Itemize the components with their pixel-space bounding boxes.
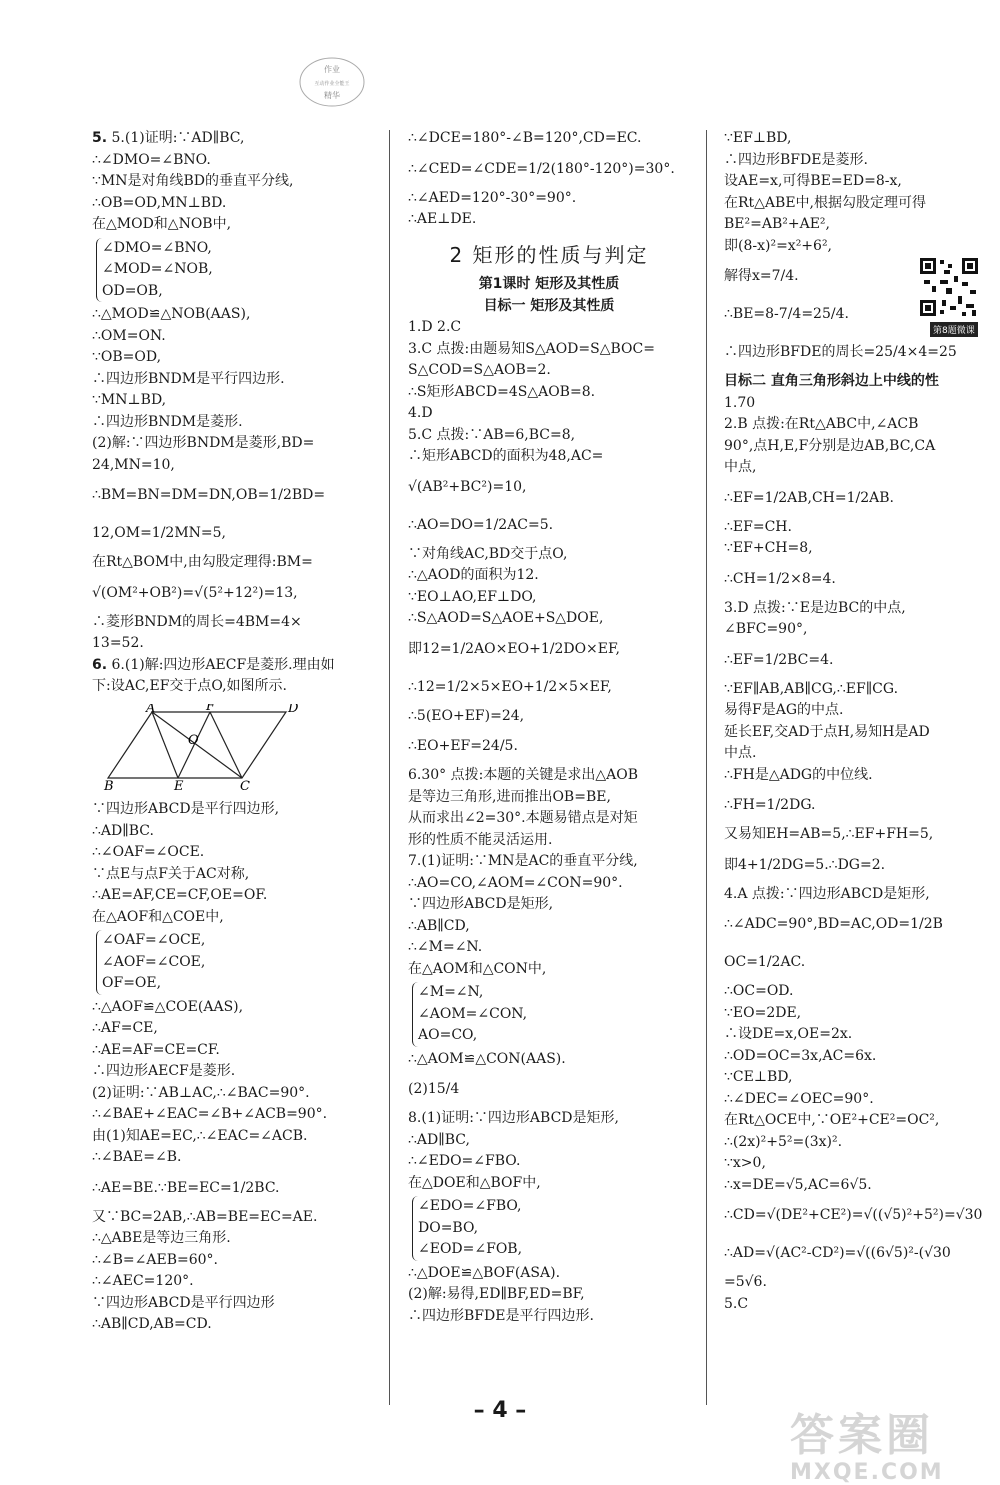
text-line: 6. 6.(1)解:四边形AECF是菱形.理由如: [92, 656, 335, 673]
text-line: ∴∠CED=∠CDE=1/2(180°-120°)=30°.: [408, 160, 675, 177]
column-divider-left: [389, 130, 390, 1405]
text-line: ∴OD=OC=3x,AC=6x.: [724, 1047, 877, 1064]
text-line: (2)15/4: [408, 1081, 460, 1097]
text-line: ∵OB=OD,: [92, 349, 162, 365]
answer-column-1: [92, 128, 377, 1336]
text-line: ∵EO⊥AO,EF⊥DO,: [408, 588, 537, 605]
text-line: ∴四边形AECF是菱形.: [92, 1063, 236, 1079]
text-line: ∴x=DE=√5,AC=6√5.: [724, 1176, 872, 1193]
text-line: ∴BE=8-7/4=25/4.: [724, 306, 849, 322]
text-line: ∴5(EO+EF)=24,: [408, 707, 525, 724]
text-line: √(AB²+BC²)=10,: [408, 478, 527, 495]
text-line: ∴四边形BFDE是平行四边形.: [408, 1307, 594, 1324]
text-line: ∴AO=CO,∠AOM=∠CON=90°.: [408, 874, 623, 891]
text-line: ∴12=1/2×5×EO+1/2×5×EF,: [408, 678, 612, 695]
text-line: 12,OM=1/2MN=5,: [92, 525, 227, 541]
text-line: 在△DOE和△BOF中,: [408, 1174, 541, 1191]
text-line: ∠EDO=∠FBO,: [418, 1198, 522, 1214]
text-line: ∴△ABE是等边三角形.: [92, 1230, 231, 1246]
text-line: ∴AF=CE,: [92, 1020, 158, 1036]
text-line: 5. 5.(1)证明:∵AD∥BC,: [92, 130, 245, 146]
column-divider-right: [706, 130, 707, 1405]
label-B: B: [104, 778, 114, 790]
text-line: 即(8-x)²=x²+6²,: [724, 237, 833, 254]
text-line: ∵对角线AC,BD交于点O,: [408, 545, 568, 562]
text-line: ∴△AOM≌△CON(AAS).: [408, 1050, 566, 1067]
text-line: ∵EO=2DE,: [724, 1004, 802, 1021]
target-heading: 目标二 直角三角形斜边上中线的性: [724, 373, 939, 389]
text-line: ∴AD=√(AC²-CD²)=√((6√5)²-(√30: [724, 1245, 951, 1261]
text-line: ∵点E与点F关于AC对称,: [92, 865, 250, 882]
text-line: 1.D 2.C: [408, 319, 462, 335]
text-line: ∴BM=BN=DM=DN,OB=1/2BD=: [92, 487, 326, 503]
text-line: ∴四边形BNDM是平行四边形.: [92, 370, 285, 387]
text-line: ∵EF∥AB,AB∥CG,∴EF∥CG.: [724, 680, 899, 697]
text-line: ∴△AOD的面积为12.: [408, 567, 539, 583]
text-line: ∴AE=BE.∵BE=EC=1/2BC.: [92, 1179, 280, 1196]
text-line: ∴AB∥CD,: [408, 917, 470, 934]
text-line: S△COD=S△AOB=2.: [408, 362, 551, 378]
label-A: A: [146, 703, 156, 716]
text-line: 易得F是AG的中点.: [724, 702, 844, 718]
text-line: 在△AOF和△COE中,: [92, 908, 224, 925]
text-line: ∴∠OAF=∠OCE.: [92, 844, 205, 860]
stamp-seal: [296, 52, 368, 116]
text-line: ∴∠DMO=∠BNO.: [92, 151, 211, 168]
text-line: ∴∠M=∠N.: [408, 939, 483, 955]
label-F: F: [206, 703, 216, 714]
qr-caption: 第8题微课: [930, 322, 978, 337]
text-line: 在Rt△OCE中,∵OE²+CE²=OC²,: [724, 1112, 940, 1128]
text-line: 形的性质不能灵活运用.: [408, 831, 553, 848]
stamp-line-3: 精华: [324, 91, 340, 100]
text-line: AO=CO,: [418, 1027, 478, 1043]
text-line: ∵MN是对角线BD的垂直平分线,: [92, 173, 294, 189]
text-line: ∴AE⊥DE.: [408, 211, 477, 227]
target-heading: 目标一 矩形及其性质: [483, 297, 615, 314]
answer-column-2: [408, 128, 690, 1327]
text-line: ∠BFC=90°,: [724, 621, 808, 637]
section-title: 2 矩形的性质与判定: [449, 242, 649, 267]
text-line: OD=OB,: [102, 282, 163, 299]
text-line: ∴EF=1/2BC=4.: [724, 651, 834, 668]
stamp-line-1: 作业: [324, 65, 340, 74]
text-line: ∴CD=√(DE²+CE²)=√((√5)²+5²)=√30: [724, 1207, 983, 1223]
text-line: ∴四边形BNDM是菱形.: [92, 413, 243, 430]
text-line: ∴EF=CH.: [724, 518, 792, 535]
text-line: 又易知EH=AB=5,∴EF+FH=5,: [724, 826, 934, 842]
brace-group: [96, 930, 377, 995]
text-line: ∴∠AEC=120°.: [92, 1273, 194, 1289]
watermark-url: MXQE.COM: [790, 1460, 944, 1485]
text-line: ∵EF+CH=8,: [724, 540, 813, 556]
text-line: ∴∠BAE+∠EAC=∠B+∠ACB=90°.: [92, 1106, 328, 1122]
text-line: ∴∠BAE=∠B.: [92, 1149, 182, 1165]
text-line: 5.C 点拨:∵AB=6,BC=8,: [408, 426, 576, 443]
text-line: ∴矩形ABCD的面积为48,AC=: [408, 448, 604, 464]
text-line: ∴设DE=x,OE=2x.: [724, 1026, 853, 1042]
text-line: ∵x>0,: [724, 1155, 766, 1171]
text-line: 即4+1/2DG=5.∴DG=2.: [724, 856, 886, 873]
brace-group: [412, 982, 690, 1047]
text-line: (2)解:易得,ED∥BF,ED=BF,: [408, 1286, 585, 1302]
text-line: ∴S△AOD=S△AOE+S△DOE,: [408, 610, 604, 626]
text-line: ∵四边形ABCD是平行四边形,: [92, 801, 280, 817]
text-line: ∵MN⊥BD,: [92, 392, 167, 408]
text-line: ∠EOD=∠FOB,: [418, 1241, 523, 1257]
text-line: 从而求出∠2=30°.本题易错点是对矩: [408, 810, 638, 826]
text-line: ∠AOM=∠CON,: [418, 1005, 528, 1022]
text-line: ∠OAF=∠OCE,: [102, 932, 206, 948]
text-line: 由(1)知AE=EC,∴∠EAC=∠ACB.: [92, 1127, 308, 1144]
text-line: ∴∠AED=120°-30°=90°.: [408, 189, 577, 206]
text-line: BE²=AB²+AE²,: [724, 216, 830, 232]
text-line: ∴△MOD≌△NOB(AAS),: [92, 306, 251, 322]
text-line: ∴四边形BFDE是菱形.: [724, 151, 868, 168]
text-line: ∴∠EDO=∠FBO.: [408, 1153, 521, 1169]
text-line: ∴∠B=∠AEB=60°.: [92, 1251, 218, 1268]
text-line: 设AE=x,可得BE=ED=8-x,: [724, 173, 902, 189]
text-line: 8.(1)证明:∵四边形ABCD是矩形,: [408, 1110, 619, 1126]
text-line: ∵EF⊥BD,: [724, 130, 792, 146]
text-line: 延长EF,交AD于点H,易知H是AD: [724, 723, 930, 740]
text-line: √(OM²+OB²)=√(5²+12²)=13,: [92, 584, 298, 601]
text-line: ∴∠DCE=180°-∠B=120°,CD=EC.: [408, 130, 642, 146]
qr-code-icon[interactable]: [918, 256, 980, 318]
text-line: ∴EF=1/2AB,CH=1/2AB.: [724, 489, 894, 506]
text-line: ∴△AOF≌△COE(AAS),: [92, 998, 244, 1015]
text-line: ∴OM=ON.: [92, 327, 166, 344]
text-line: ∴∠ADC=90°,BD=AC,OD=1/2B: [724, 916, 943, 932]
brace-group: [96, 238, 377, 303]
text-line: 在Rt△BOM中,由勾股定理得:BM=: [92, 554, 313, 570]
text-line: ∴AB∥CD,AB=CD.: [92, 1316, 212, 1332]
text-line: 2.B 点拨:在Rt△ABC中,∠ACB: [724, 416, 919, 432]
text-line: 7.(1)证明:∵MN是AC的垂直平分线,: [408, 853, 638, 869]
text-line: ∴AE=AF=CE=CF.: [92, 1041, 220, 1058]
lesson-title: 第1课时 矩形及其性质: [478, 276, 620, 292]
text-line: ∴OC=OD.: [724, 983, 794, 999]
text-line: 解得x=7/4.: [724, 268, 799, 284]
text-line: 4.D: [408, 405, 433, 421]
text-line: ∴四边形BFDE的周长=25/4×4=25: [724, 344, 957, 360]
text-line: ∠AOF=∠COE,: [102, 953, 206, 970]
text-line: ∠M=∠N,: [418, 984, 484, 1000]
label-E: E: [174, 778, 184, 790]
text-line: ∴S矩形ABCD=4S△AOB=8.: [408, 383, 596, 400]
text-line: DO=BO,: [418, 1219, 479, 1236]
text-line: 中点.: [724, 745, 757, 761]
text-line: OC=1/2AC.: [724, 954, 806, 970]
text-line: 在△MOD和△NOB中,: [92, 216, 232, 232]
watermark-logo: [790, 1412, 944, 1485]
text-line: ∵CE⊥BD,: [724, 1069, 793, 1085]
text-line: ∴菱形BNDM的周长=4BM=4×: [92, 613, 302, 630]
text-line: ∴AO=DO=1/2AC=5.: [408, 516, 554, 533]
text-line: (2)解:∵四边形BNDM是菱形,BD=: [92, 435, 315, 451]
label-O: O: [188, 732, 199, 748]
text-line: 3.C 点拨:由题易知S△AOD=S△BOC=: [408, 340, 655, 357]
label-C: C: [240, 778, 250, 790]
text-line: ∴△DOE≌△BOF(ASA).: [408, 1264, 561, 1281]
text-line: ∴EO+EF=24/5.: [408, 738, 518, 754]
text-line: 又∵BC=2AB,∴AB=BE=EC=AE.: [92, 1208, 318, 1225]
text-line: ∴FH=1/2DG.: [724, 797, 816, 813]
text-line: ∴AE=AF,CE=CF,OE=OF.: [92, 887, 268, 903]
text-line: ∴(2x)²+5²=(3x)².: [724, 1133, 843, 1150]
text-line: 13=52.: [92, 635, 144, 651]
watermark-text: 答案圈: [790, 1410, 934, 1461]
text-line: ∴∠DEC=∠OEC=90°.: [724, 1090, 874, 1107]
text-line: 5.C: [724, 1295, 749, 1312]
text-line: 1.70: [724, 394, 756, 411]
text-line: 中点,: [724, 459, 757, 475]
text-line: 是等边三角形,进而推出OB=BE,: [408, 788, 611, 805]
text-line: 24,MN=10,: [92, 456, 175, 473]
text-line: =5√6.: [724, 1274, 767, 1290]
text-line: 4.A 点拨:∵四边形ABCD是矩形,: [724, 885, 930, 902]
text-line: OF=OE,: [102, 975, 162, 991]
text-line: 6.30° 点拨:本题的关键是求出△AOB: [408, 767, 638, 783]
text-line: ∴FH是△ADG的中位线.: [724, 766, 873, 783]
text-line: ∴AD∥BC.: [92, 822, 154, 839]
text-line: 3.D 点拨:∵E是边BC的中点,: [724, 599, 906, 616]
text-line: 在△AOM和△CON中,: [408, 960, 547, 977]
label-D: D: [288, 703, 299, 716]
text-line: 在Rt△ABE中,根据勾股定理可得: [724, 194, 927, 211]
text-line: ∴CH=1/2×8=4.: [724, 570, 836, 587]
text-line: 90°,点H,E,F分别是边AB,BC,CA: [724, 437, 936, 454]
text-line: 即12=1/2AO×EO+1/2DO×EF,: [408, 640, 620, 657]
text-line: (2)证明:∵AB⊥AC,∴∠BAC=90°.: [92, 1084, 310, 1101]
text-line: ∴AD∥BC,: [408, 1131, 470, 1148]
text-line: 下:设AC,EF交于点O,如图所示.: [92, 678, 287, 694]
text-line: ∠MOD=∠NOB,: [102, 261, 213, 277]
parallelogram-figure: [102, 704, 377, 798]
text-line: ∴OB=OD,MN⊥BD.: [92, 194, 227, 211]
stamp-line-2: 互动作业全能王: [314, 81, 350, 87]
page-number: – 4 –: [473, 1398, 527, 1423]
text-line: ∠DMO=∠BNO,: [102, 239, 212, 256]
text-line: ∵四边形ABCD是平行四边形: [92, 1294, 275, 1311]
brace-group: [412, 1196, 690, 1261]
text-line: ∵四边形ABCD是矩形,: [408, 896, 554, 912]
